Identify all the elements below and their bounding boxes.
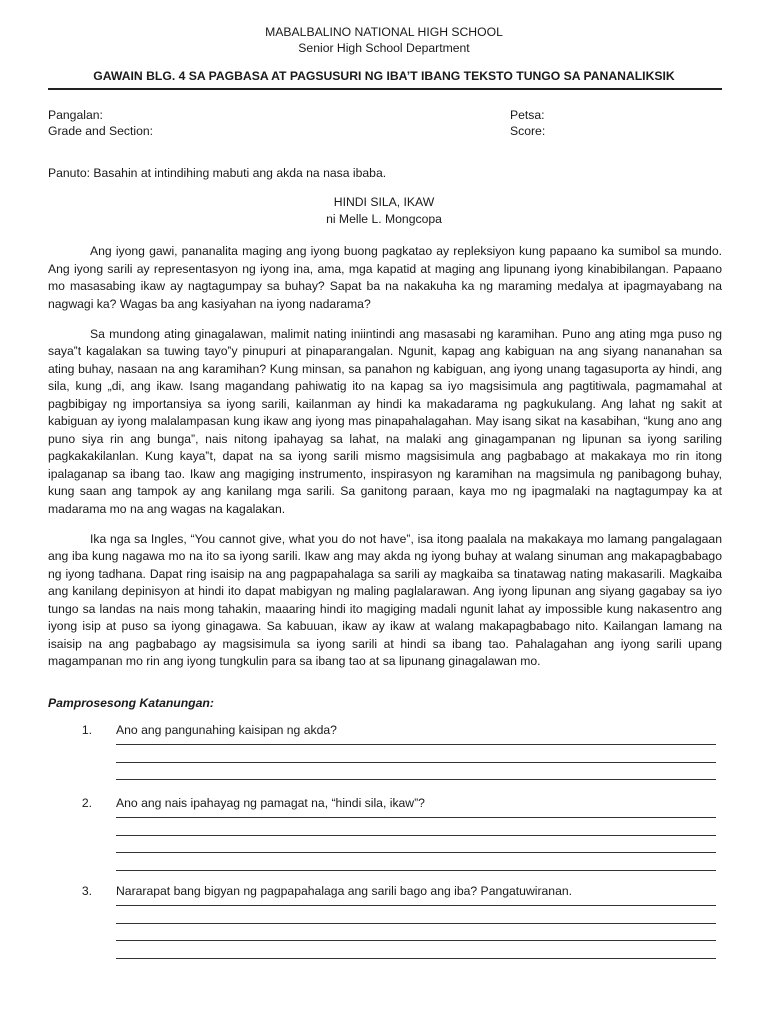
story-paragraph: Ika nga sa Ingles, “You cannot give, what you do not have”, isa itong paalala na makakaya mo lamang pangalagaan ang iba kung nagawa mo na ito sa iyong sarili. Ikaw ang may akda ng iyong buhay at walang sinuman ang makapagbabago ng iyong tadhana. Dapat ring isaisip na ang pagpapahalaga sa sarili ay magkaiba sa tinatawag nating makasarili. Magkaiba ang kanilang depinisyon at hindi ito dapat mabigyan ng maling paglalarawan. Ang iyong lipunan ang siyang gagabay sa iyo tungo sa landas na nais mong tahakin, maaaring hindi ito magiging madali ngunit lahat ay impossible kung nakasentro ang iyong isip at puso sa iyong ginagawa. Sa kabuuan, ikaw ay ikaw at walang makapagbabago nito. Kailangan lamang na isaisip na ang pagbabago ay magsisimula sa iyong sarili at hindi sa ibang tao. Pahalagahan ang iyong sarili upang magampanan mo rin ang iyong tungkulin para sa ibang tao at sa lipunang ginagalawan mo. [48,531,722,668]
story-title: HINDI SILA, IKAW [333,195,435,209]
answer-lines[interactable] [116,905,716,959]
questions-heading: Pamprosesong Katanungan: [48,696,214,710]
question-item [48,884,722,975]
question-text: Nararapat bang bigyan ng pagpapahalaga ang sarili bago ang iba? Pangatuwiranan. [116,884,573,898]
answer-lines[interactable] [116,817,716,871]
grade-section-label: Grade and Section: [48,124,154,138]
answer-line[interactable] [116,905,716,906]
question-item [48,796,722,887]
date-label: Petsa: [510,108,545,122]
answer-line[interactable] [116,835,716,836]
answer-line[interactable] [116,744,716,745]
department-name: Senior High School Department [298,41,470,55]
instructions: Panuto: Basahin at intindihing mabuti ang akda na nasa ibaba. [48,166,387,180]
story-paragraph: Ang iyong gawi, pananalita maging ang iyong buong pagkatao ay repleksiyon kung papaano ka sumibol sa mundo. Ang iyong sarili ay representasyon ng iyong ina, ama, mga kapatid at maging ang lipunang iyong kinabibilangan. Papaano mo masasabing ikaw ay nagtagumpay sa buhay? Sapat ba na nakakuha ka ng maraming medalya at ipagmayabang na nagwagi ka? Wagas ba ang kasiyahan na iyong nadarama? [48,244,722,311]
question-number: 1. [81,723,92,737]
question-number: 3. [81,884,92,898]
answer-line[interactable] [116,940,716,941]
story-author: ni Melle L. Mongcopa [326,212,442,226]
story-body [48,243,722,683]
answer-lines[interactable] [116,744,716,780]
question-text: Ano ang nais ipahayag ng pamagat na, “hindi sila, ikaw”? [116,796,425,810]
score-label: Score: [510,124,546,138]
activity-title: GAWAIN BLG. 4 SA PAGBASA AT PAGSUSURI NG IBA’T IBANG TEKSTO TUNGO SA PANANALIKSIK [93,69,675,83]
student-info-left [48,107,153,139]
answer-line[interactable] [116,958,716,959]
question-number: 2. [81,796,92,810]
question-text: Ano ang pangunahing kaisipan ng akda? [116,723,337,737]
answer-line[interactable] [116,817,716,818]
school-name: MABALBALINO NATIONAL HIGH SCHOOL [265,25,503,39]
question-item [48,723,722,797]
answer-line[interactable] [116,779,716,780]
answer-line[interactable] [116,923,716,924]
student-info-right [510,107,545,139]
school-header [48,24,720,56]
title-divider [48,88,722,90]
answer-line[interactable] [116,852,716,853]
story-heading [48,194,720,228]
story-paragraph: Sa mundong ating ginagalawan, malimit nating iniintindi ang masasabi ng karamihan. Puno ang ating mga puso ng saya‟t kagalakan sa tuwing tayo‟y pinupuri at pinaparangalan. Ngunit, kapag ang kabiguan na ang siyang nananahan sa ating buhay, nasaan na ang karamihan? Kung minsan, sa panahon ng kabiguan, ang iyong unang tagasuporta ay hindi, ang sila, kung „di, ang ikaw. Isang magandang pahiwatig ito na kapag sa iyo magsisimula ang pagtitiwala, pagmamahal at pagbibigay ng importansiya sa iyong sarili, kailanman ay hindi ka makadarama ng pagkukulang. Ang lahat ng sakit at kabiguan ay iyong malalampasan kung ikaw ang iyong mas pinapahalagahan. May isang sikat na kasabihan, “kung ano ang puno siya rin ang bunga”, nais nitong ipahayag sa lahat, na malaki ang ginagampanan ng lipunan sa iyong sariling pagkakakilanlan. Kung kaya‟t, dapat na sa iyong sarili mismo magsisimula ang pagbabago at makakaya mo rin itong ipalaganap sa ibang tao. Ikaw ang magiging instrumento, inspirasyon ng karamihan na magsimula ng panibagong buhay, kung saan ang tampok ay ang kanilang mga sarili. Sa ganitong paraan, kaya mo ng ipagmalaki na nagtagumpay ka at madarama mo na ang wagas na kagalakan. [48,326,722,516]
answer-line[interactable] [116,870,716,871]
answer-line[interactable] [116,762,716,763]
name-label: Pangalan: [48,108,103,122]
